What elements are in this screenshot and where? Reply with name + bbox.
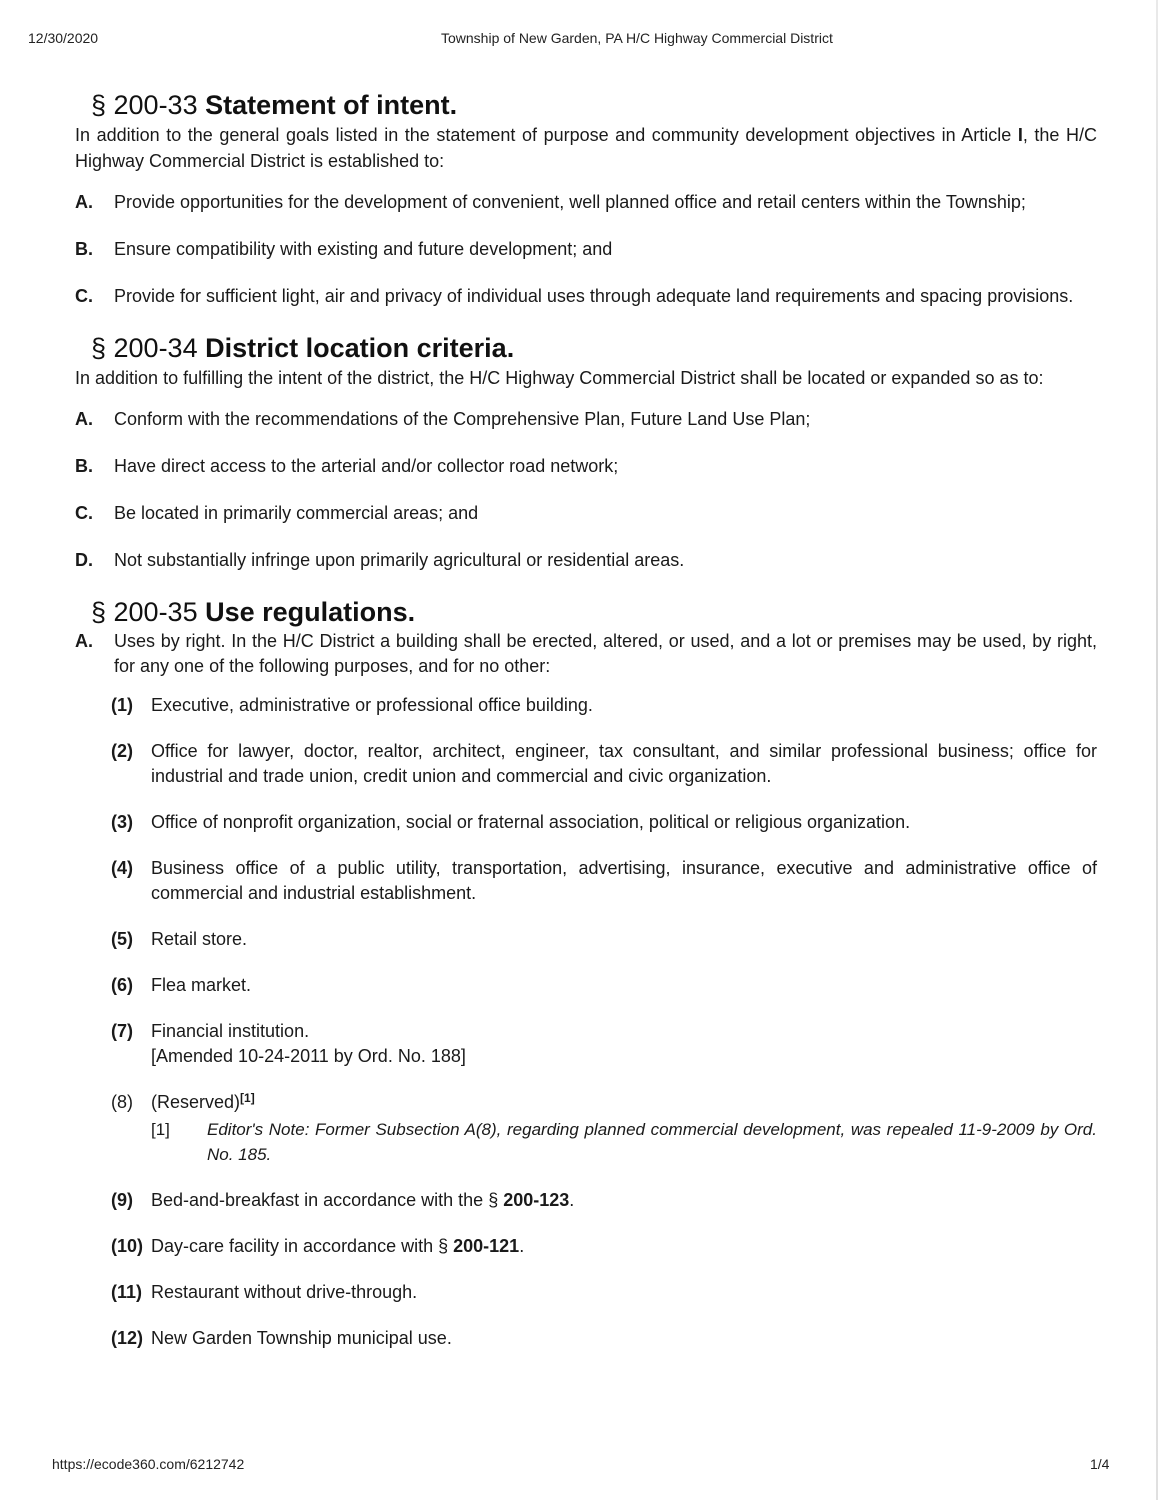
use-text: (Reserved): [151, 1092, 241, 1112]
subsection-a: A. Uses by right. In the H/C District a building shall be erected, altered, or used, and a lot or premises may be used, by right, for any one of the following purposes, and for no other:: [75, 631, 1097, 676]
use-item: (3) Office of nonprofit organization, social or fraternal association, political or religious organization.: [111, 812, 911, 832]
section-intro: In addition to the general goals listed in the statement of purpose and community development objectives in Article I, the H/C Highway Commercial District is established to:: [75, 125, 1097, 171]
use-item: (11) Restaurant without drive-through.: [111, 1282, 418, 1302]
print-date: 12/30/2020: [28, 30, 99, 46]
footnote-mark: [1]: [151, 1120, 170, 1139]
use-item: (10) Day-care facility in accordance with § 200-121.: [111, 1236, 525, 1256]
section-heading: [91, 88, 1097, 122]
list-item: C. Be located in primarily commercial areas; and: [75, 503, 479, 523]
list-item: D. Not substantially infringe upon primarily agricultural or residential areas.: [75, 550, 685, 570]
use-item: (6) Flea market.: [111, 975, 252, 995]
footnote-text: Editor's Note: Former Subsection A(8), regarding planned commercial development, was repealed 11-9-2009 by Ord. No. 185.: [207, 1120, 1097, 1164]
print-header-title: Township of New Garden, PA H/C Highway Commercial District: [441, 30, 833, 46]
section-number: § 200-34: [91, 333, 198, 363]
section-number: § 200-33: [91, 90, 198, 120]
criteria-list: [75, 407, 1097, 573]
section-number: § 200-35: [91, 597, 198, 627]
section-200-34: [75, 331, 1097, 573]
amendment-note: [Amended 10-24-2011 by Ord. No. 188]: [151, 1046, 466, 1066]
use-item: (9) Bed-and-breakfast in accordance with the § 200-123.: [111, 1190, 575, 1210]
list-item: A. Provide opportunities for the development of convenient, well planned office and retail centers within the Township;: [75, 192, 1026, 212]
section-title: District location criteria.: [205, 333, 515, 363]
use-item: (2) Office for lawyer, doctor, realtor, architect, engineer, tax consultant, and similar professional business; office for industrial and trade union, credit union and commercial and civic organization.: [111, 741, 1097, 786]
section-heading: [91, 595, 1097, 629]
list-item: B. Have direct access to the arterial and/or collector road network;: [75, 456, 619, 476]
section-ref-link[interactable]: 200-121: [453, 1236, 520, 1256]
editors-note: [151, 1117, 1097, 1167]
list-item: C. Provide for sufficient light, air and privacy of individual uses through adequate land requirements and spacing provisions.: [75, 286, 1074, 306]
section-intro: In addition to fulfilling the intent of the district, the H/C Highway Commercial District shall be located or expanded so as to:: [75, 368, 1044, 388]
use-item: (4) Business office of a public utility, transportation, advertising, insurance, executive and administrative office of commercial and industrial establishment.: [111, 858, 1097, 903]
uses-list: [111, 693, 1097, 1351]
section-title: Statement of intent.: [205, 90, 458, 120]
use-item: (1) Executive, administrative or professional office building.: [111, 695, 593, 715]
print-footer-url: https://ecode360.com/6212742: [52, 1456, 245, 1472]
section-title: Use regulations.: [205, 597, 416, 627]
section-heading: [91, 331, 1097, 365]
intent-list: [75, 190, 1097, 309]
section-200-35: [75, 595, 1097, 1351]
document-body: [75, 88, 1097, 1372]
list-item: B. Ensure compatibility with existing and future development; and: [75, 239, 613, 259]
footnote-ref-link[interactable]: [1]: [240, 1091, 255, 1105]
scan-page-edge: [1156, 0, 1158, 1500]
section-ref-link[interactable]: 200-123: [503, 1190, 570, 1210]
use-item: (12) New Garden Township municipal use.: [111, 1328, 452, 1348]
list-item: A. Conform with the recommendations of the Comprehensive Plan, Future Land Use Plan;: [75, 409, 811, 429]
section-200-33: [75, 88, 1097, 309]
use-item: (5) Retail store.: [111, 929, 248, 949]
use-item: (8) (Reserved)[1] [1] Editor's Note: Former Subsection A(8), regarding planned commercial development, was repealed 11-9-2009 by Ord. No. 185.: [111, 1090, 1097, 1167]
use-text: Financial institution.: [151, 1021, 310, 1041]
article-link[interactable]: I: [1017, 125, 1023, 145]
page-number: 1/4: [1090, 1456, 1110, 1472]
use-item: (7) Financial institution. [Amended 10-24-2011 by Ord. No. 188]: [111, 1021, 466, 1066]
